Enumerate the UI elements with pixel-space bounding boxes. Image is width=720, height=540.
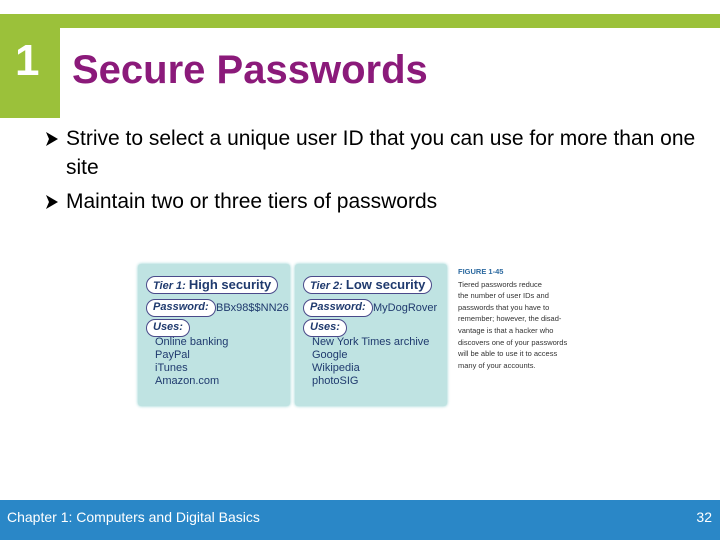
tier1-password-pill	[146, 299, 216, 317]
list-item: iTunes	[155, 362, 188, 374]
figure-label: FIGURE 1-45	[458, 267, 504, 276]
caption-line: remember; however, the disad-	[458, 314, 562, 324]
tier1-uses-pill	[146, 319, 190, 337]
tier1-heading	[146, 276, 278, 294]
tier2-password-value: MyDogRover	[373, 302, 438, 314]
footer-chapter-text: Chapter 1: Computers and Digital Basics	[7, 509, 260, 525]
tier1-uses-list	[155, 336, 228, 388]
arrow-bullet-icon	[44, 187, 60, 216]
tier1-name: High security	[188, 277, 272, 292]
bullet-text: Strive to select a unique user ID that you can use for more than one site	[66, 127, 696, 179]
list-item: Google	[312, 349, 348, 361]
arrow-bullet-icon	[44, 124, 60, 153]
footer-bar	[0, 500, 720, 540]
caption-line: will be able to use it to access	[458, 349, 558, 359]
tier2-heading	[303, 276, 432, 294]
tier2-password-pill	[303, 299, 373, 317]
bullet-item	[44, 187, 704, 216]
chapter-number: 1	[15, 36, 40, 85]
tier2-uses-list	[312, 336, 429, 388]
list-item: photoSIG	[312, 375, 359, 387]
tier1-uses-label: Uses:	[153, 321, 183, 333]
top-accent-bar	[60, 14, 720, 28]
tier1-panel	[138, 264, 290, 406]
tier1-password-value: BBx98$$NN26	[216, 302, 289, 314]
caption-line: passwords that you have to	[458, 302, 550, 312]
list-item: Amazon.com	[155, 375, 220, 387]
slide-title: Secure Passwords	[72, 48, 428, 92]
page-number: 32	[696, 509, 712, 525]
tier1-password-label: Password:	[153, 301, 209, 313]
caption-line: vantage is that a hacker who	[458, 325, 554, 335]
chapter-number-box	[0, 14, 60, 118]
caption-line: the number of user IDs and	[458, 291, 549, 301]
tier2-label: Tier 2:	[310, 280, 343, 292]
tier1-label: Tier 1:	[153, 280, 186, 292]
tier2-password-label: Password:	[310, 301, 366, 313]
list-item: Wikipedia	[312, 362, 360, 374]
tier2-uses-pill	[303, 319, 347, 337]
figure-caption	[458, 266, 598, 371]
bullet-item	[44, 124, 704, 182]
list-item: Online banking	[155, 336, 229, 348]
caption-line: discovers one of your passwords	[458, 337, 568, 347]
caption-line: many of your accounts.	[458, 360, 536, 370]
bullet-text: Maintain two or three tiers of passwords	[66, 190, 438, 213]
caption-line: Tiered passwords reduce	[458, 279, 542, 289]
tier2-panel	[295, 264, 447, 406]
bullet-list	[44, 124, 704, 221]
list-item: New York Times archive	[312, 336, 430, 348]
tier2-uses-label: Uses:	[310, 321, 340, 333]
list-item: PayPal	[155, 349, 190, 361]
tier2-name: Low security	[345, 277, 426, 292]
